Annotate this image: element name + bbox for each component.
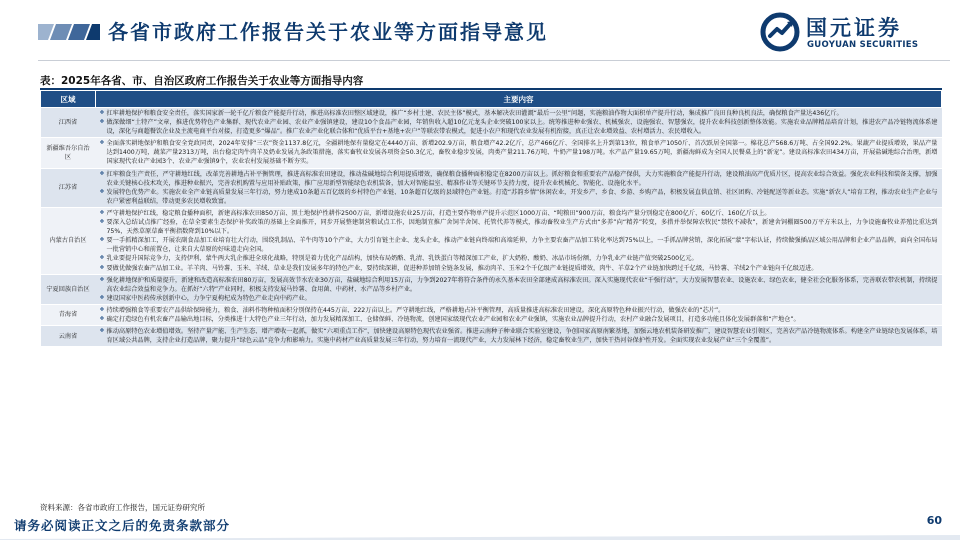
bullet-text: 严守耕地保护红线，稳定粮食播种面积，新建高标准农田850万亩、黑土地保护性耕作2500万亩，新增设施农业25万亩，打造主要作物单产提升示范区1000万亩、“吨粮田”900万亩，粮食均产量分别稳定在800亿斤、60亿斤、160亿斤以上。	[106, 209, 771, 217]
table-row	[41, 168, 942, 207]
bullet-diamond-icon: ❖	[99, 119, 105, 126]
list-item	[100, 327, 938, 345]
bullet-text: 发展特色优势产业。实施农业全产业链高质量发展三年行动，努力建成10条超五百亿级的乡村特色产业链、10条超百亿级的县域特色产业链。打造“苏韵乡情”休闲农业，开发乡产、乡食、乡游、乡购产品，积极发展直供直销、社区团购、冷链配送等新业态。实施“新农人”培育工程，推动农业生产企业与农户紧密利益联结，带动更多农民增收致富。	[106, 188, 938, 205]
list-item	[100, 236, 938, 254]
table-row	[41, 138, 942, 168]
content-cell	[96, 108, 942, 138]
bullet-diamond-icon: ❖	[99, 264, 105, 271]
bullet-text: 要一手抓精深加工，开展农副食品加工业培育壮大行动，围绕乳制品、羊牛肉等10个产业，大力引育链主企业、龙头企业，推动产业链向终端和高端延伸，力争主要农畜产品加工转化率达到75%以上，一手抓品牌营销，深化拓展“蒙”字标认证，持续做强插品区域公用品牌和企业产品品牌，面向全国布局一批营销中心和前置仓，让来自大草原的好味道走向全国。	[106, 237, 938, 254]
bullet-text: 扛牢粮食生产责任，严守耕地红线，改革完善耕地占补平衡管理，推进高标准农田建设，推动盐碱地综合利用提质增效，确保粮食播种面积稳定在8200万亩以上。抓好粮食和重要农产品稳产保供，大力实施粮食产能提升行动，建设粮油高产优质片区，提高农业综合效益。强化农业科技和装备支撑，加强农业关键核心技术攻关，推进种业振兴，完善农机购置与应用补贴政策，推广应用新型智能绿色农机装备，加大对智能温室、精准作业等关键环节支持力度，提升农业机械化、智能化、设施化水平。	[106, 170, 938, 187]
policy-table	[40, 90, 942, 347]
bullet-diamond-icon: ❖	[99, 188, 105, 195]
bullet-diamond-icon: ❖	[99, 328, 105, 335]
table-row	[41, 108, 942, 138]
region-cell: 云南省	[41, 326, 96, 347]
bullet-diamond-icon: ❖	[99, 219, 105, 226]
source-note: 资料来源：各省市政府工作报告，国元证券研究所	[40, 503, 205, 512]
list-item	[100, 188, 938, 206]
table-row	[41, 326, 942, 347]
bullet-text: 扛牢耕地保护和粮食安全责任，落实国家新一轮千亿斤粮食产能提升行动，推进高标准农田整区域建设，推广“乡村土建、农民主体”模式，基本解决农田灌溉“最后一公里”问题，实施粮油作物大面积单产提升行动，集成推广良田良种良机良法，确保粮食产量达436亿斤。	[106, 110, 843, 117]
brand-logo	[760, 10, 950, 56]
bullet-text: 全面落实耕地保护和粮食安全党政同责，2024年安排“三农”资金1137.8亿元，全疆耕地保有量稳定在4440万亩、新增202.9万亩，粮食增产42.2亿斤，总产466亿斤、全国排名上升到第13位，粮食单产1050斤、首次跃居全国第一。棉花总产568.6万吨、占全国92.2%。果蔬产业提质增效，果品产量达到1400万吨，蔬菜产量2313万吨，出台稳定肉牛肉羊及奶业发展九条政策措施，落实畜牧业发展各项资金50.3亿元，畜牧业稳步发展，肉类产量211.76万吨、牛奶产量198万吨。水产品产量19.65万吨，新疆海鲜成为全国人民餐桌上的“新宠”。建设高标准农田434万亩，开展盐碱地综合治理，新增国家现代农业产业园3个、农业产业强镇9个，农业农村发展基础不断夯实。	[106, 140, 938, 166]
bullet-diamond-icon: ❖	[99, 110, 105, 116]
content-column-header: 主要内容	[96, 91, 942, 108]
table-header-row	[41, 91, 942, 108]
list-item	[100, 315, 938, 324]
content-cell	[96, 304, 942, 325]
bullet-text: 做深做细“土特产”文章，推进优势特色产业集群、现代农业产业园、农业产业强镇建设，建设10个食品产业园，年销售收入超10亿元龙头企业突破100家以上。统筹推进种业强农、机械强农、设施强农、智慧强农，提升农业科技创新整体效能。实施农业品牌精品培育计划，推进农产品冷链物流体系建设，深化与商超餐饮企业及主流电商平台对接，打造更多“爆品”。推广农业产业化联合体和“优质平台+基地+农户”等联农带农模式，促进小农户和现代农业发展有机衔接，真正让农业增效益、农村增活力、农民增收入。	[106, 119, 938, 136]
list-item	[100, 254, 938, 263]
content-cell	[96, 326, 942, 347]
list-item	[100, 118, 938, 136]
bullet-diamond-icon: ❖	[99, 315, 105, 322]
table-caption: 表：2025年各省、市、自治区政府工作报告关于农业等方面指导内容	[40, 75, 364, 87]
content-cell	[96, 138, 942, 168]
bullet-text: 持续增强粮食等重要农产品供给保障能力，粮食、油料作物种植面积分别保持在445万亩、222万亩以上。严守耕地红线，严格耕地占补平衡管理，高质量推进高标准农田建设。深化高原特色种业振兴行动，做强农业的“芯片”。	[106, 306, 725, 314]
region-cell: 江西省	[41, 108, 96, 138]
bullet-text: 乳业要提升国际竞争力，支持伊利、蒙牛两大乳企推进全球化战略，特别是着力优化产品结构，加快布局奶酪、乳清、乳铁蛋白等精深加工产业，扩大奶粉、酸奶、冰品市场份额，力争乳业产业链产值突破2500亿元。	[106, 255, 698, 263]
title-decoration-icon	[38, 20, 100, 44]
region-cell: 新疆维吾尔自治区	[41, 138, 96, 168]
bullet-text: 确定打造绿色有机农畜产品输出地目标，分类推进十大特色产业三年行动，加力发展精深加工、仓储保鲜、冷链物流，创建国家级现代农业产业园和农业产业强镇，实施农业品牌提升行动，农村产业融合发展项目，打造多功能且体化发展群落和“产地仓”。	[106, 315, 800, 323]
bullet-diamond-icon: ❖	[99, 209, 105, 216]
list-item	[100, 276, 938, 294]
table-body	[41, 108, 942, 347]
list-item	[100, 109, 938, 118]
logo-english-name: GUOYUAN SECURITIES	[807, 40, 919, 50]
content-cell	[96, 168, 942, 207]
content-cell	[96, 207, 942, 274]
table-row	[41, 274, 942, 304]
disclaimer: 请务必阅读正文之后的免责条款部分	[14, 518, 231, 533]
header-divider	[38, 60, 950, 61]
page-number: 60	[926, 514, 942, 527]
bullet-text: 推动高原特色农业增值增效。坚持产量产能、生产生态、增产增收一起抓，做实“六项重点工作”，加快建设高原特色现代农业强省。推进云南种子种业联合实验室建设，争创国家高原南繁基地，加强云地农机装备研发推广，建设智慧农业引领区，完善农产品冷链物流体系。构建全产业链绿色发展体系，培育区域公共品牌，支持企业打造品牌，聚力提升“绿色云品”竞争力和影响力。实施中药材产业高质量发展三年行动，努力培育一流现代产业，大力发展林下经济，稳定畜牧业生产，加快干热河谷保护性开发。全面实现农业发展产业“三个全覆盖”。	[106, 328, 938, 345]
bullet-diamond-icon: ❖	[99, 140, 105, 147]
bullet-diamond-icon: ❖	[99, 170, 105, 177]
bullet-text: 要做优做强农畜产品加工业。羊羊肉、马铃薯、玉米、羊绒、草业是我们发展多年的特色产业，要持续深耕，促进种养加销全链条发展，推动肉羊、玉米2个千亿级产业链提质增效，肉牛、羊草2个产业链加快跨过千亿级，马铃薯、羊绒2个产业链向千亿级迈进。	[106, 264, 818, 272]
bullet-diamond-icon: ❖	[99, 294, 105, 301]
region-column-header: 区域	[41, 91, 96, 108]
list-item	[100, 306, 938, 315]
bullet-text: 强化耕地保护和质量提升，新建和改造高标准农田80万亩，发展高效节水农业30万亩，盐碱地综合利用15万亩，力争到2027年将符合条件的永久基本农田全部建成高标准农田。深入实施现代农业“千强行动”，大力发展智慧农业、设施农业、绿色农业，健全社会化服务体系，完善联农带农机制，持续提高农业综合效益和竞争力。在抓好“六特”产业同时，积极支持发展马铃薯、食用菌、中药材、水产品等乡村产业。	[106, 276, 938, 293]
table-row	[41, 304, 942, 325]
bullet-diamond-icon: ❖	[99, 276, 105, 283]
region-cell: 青海省	[41, 304, 96, 325]
bullet-diamond-icon: ❖	[99, 255, 105, 262]
region-cell: 宁夏回族自治区	[41, 274, 96, 304]
logo-chinese-name: 国元证券	[806, 16, 902, 40]
list-item	[100, 294, 938, 303]
region-cell: 内蒙古自治区	[41, 207, 96, 274]
list-item	[100, 170, 938, 188]
content-cell	[96, 274, 942, 304]
list-item	[100, 264, 938, 273]
bullet-diamond-icon: ❖	[99, 306, 105, 313]
guoyuan-logo-icon	[760, 12, 800, 52]
bullet-text: 要深入总结试点推广经验，在草全要素生态保护补奖政策的基础上全面推开，同步开展整建制营粮试点工作，因地制宜推广舍饲半舍饲、托管代养等模式，推动畜牧业生产方式由“多养”向“精养”转变，多措并举保障农牧民“禁牧不减收”，新建舍饲棚圈500万平方米以上，力争设施畜牧业养殖比重达到75%，天然草原草畜平衡指数降到10%以下。	[106, 219, 938, 236]
list-item	[100, 139, 938, 166]
page-header	[0, 0, 960, 62]
list-item	[100, 209, 938, 218]
list-item	[100, 218, 938, 236]
table-row	[41, 207, 942, 274]
page-title: 各省市政府工作报告关于农业等方面指导意见	[108, 20, 548, 44]
bullet-text: 建设国家中医药传承创新中心，力争宁夏枸杞成为特色产业走向中药产业。	[106, 294, 311, 302]
bullet-diamond-icon: ❖	[99, 237, 105, 244]
region-cell: 江苏省	[41, 168, 96, 207]
